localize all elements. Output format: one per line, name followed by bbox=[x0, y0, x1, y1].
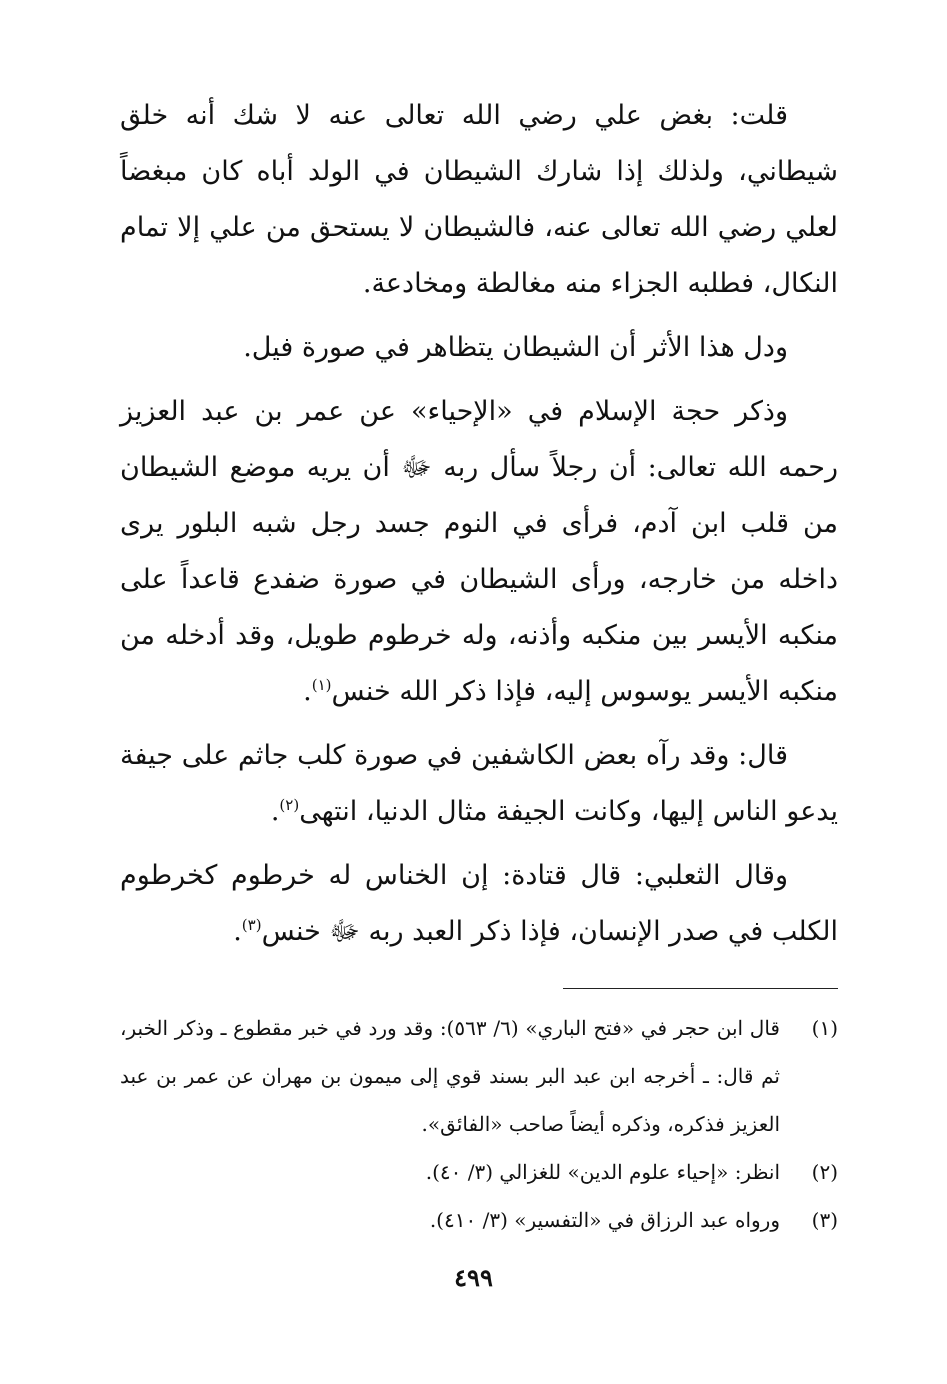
footnote-ref-3[interactable]: (٣) bbox=[241, 916, 262, 934]
footnote-2 bbox=[120, 1148, 838, 1196]
paragraph-2-text: ودل هذا الأثر أن الشيطان يتظاهر في صورة فيل. bbox=[243, 332, 788, 363]
paragraph-3-period: . bbox=[303, 676, 312, 707]
footnote-ref-2[interactable]: (٢) bbox=[279, 796, 300, 814]
footnote-1-text: قال ابن حجر في «فتح الباري» (٦/ ٥٦٣): وقد ورد في خبر مقطوع ـ وذكر الخبر، ثم قال: ـ أخرجه ابن عبد البر بسند قوي إلى ميمون بن مهران عن عمر بن عبد العزيز فذكره، وذكره أيضاً صاحب «الفائق». bbox=[120, 1016, 780, 1136]
footnote-2-number: (٢) bbox=[811, 1160, 838, 1184]
footnote-separator bbox=[563, 988, 838, 989]
footnote-3-text: ورواه عبد الرزاق في «التفسير» (٣/ ٤١٠). bbox=[429, 1208, 780, 1232]
paragraph-3 bbox=[120, 384, 838, 720]
footnote-3-number: (٣) bbox=[811, 1208, 838, 1232]
footnote-1-number: (١) bbox=[811, 1016, 838, 1040]
paragraph-1-text: قلت: بغض علي رضي الله تعالى عنه لا شك أنه خلق شيطاني، ولذلك إذا شارك الشيطان في الولد أباه كان مبغضاً لعلي رضي الله تعالى عنه، فالشيطان لا يستحق من علي إلا تمام النكال، فطلبه الجزاء منه مغالطة ومخادعة. bbox=[120, 100, 838, 299]
paragraph-5 bbox=[120, 848, 838, 960]
footnote-1 bbox=[120, 1004, 838, 1148]
footnote-ref-1[interactable]: (١) bbox=[311, 676, 332, 694]
paragraph-1 bbox=[120, 88, 838, 312]
paragraph-5-period: . bbox=[233, 916, 242, 947]
paragraph-2 bbox=[120, 320, 838, 376]
paragraph-4 bbox=[120, 728, 838, 840]
footnote-2-text: انظر: «إحياء علوم الدين» للغزالي (٣/ ٤٠). bbox=[425, 1160, 780, 1184]
paragraph-4-period: . bbox=[270, 796, 280, 827]
paragraph-3-text: وذكر حجة الإسلام في «الإحياء» عن عمر بن عبد العزيز رحمه الله تعالى: أن رجلاً سأل ربه ﷻ أن يريه موضع الشيطان من قلب ابن آدم، فرأى في النوم جسد رجل شبه البلور يرى داخله من خارجه، ورأى الشيطان في صورة ضفدع قاعداً على منكبه الأيسر بين منكبه وأذنه، وله خرطوم طويل، وقد أدخله من منكبه الأيسر يوسوس إليه، فإذا ذكر الله خنس bbox=[120, 396, 838, 707]
paragraph-5-text: وقال الثعلبي: قال قتادة: إن الخناس له خرطوم كخرطوم الكلب في صدر الإنسان، فإذا ذكر العبد ربه ﷻ خنس bbox=[120, 860, 838, 947]
footnotes bbox=[120, 1004, 838, 1244]
main-text bbox=[120, 88, 838, 968]
page-number: ٤٩٩ bbox=[454, 1263, 493, 1292]
footnote-3 bbox=[120, 1196, 838, 1244]
paragraph-4-text: قال: وقد رآه بعض الكاشفين في صورة كلب جاثم على جيفة يدعو الناس إليها، وكانت الجيفة مثال الدنيا، انتهى bbox=[120, 740, 838, 827]
